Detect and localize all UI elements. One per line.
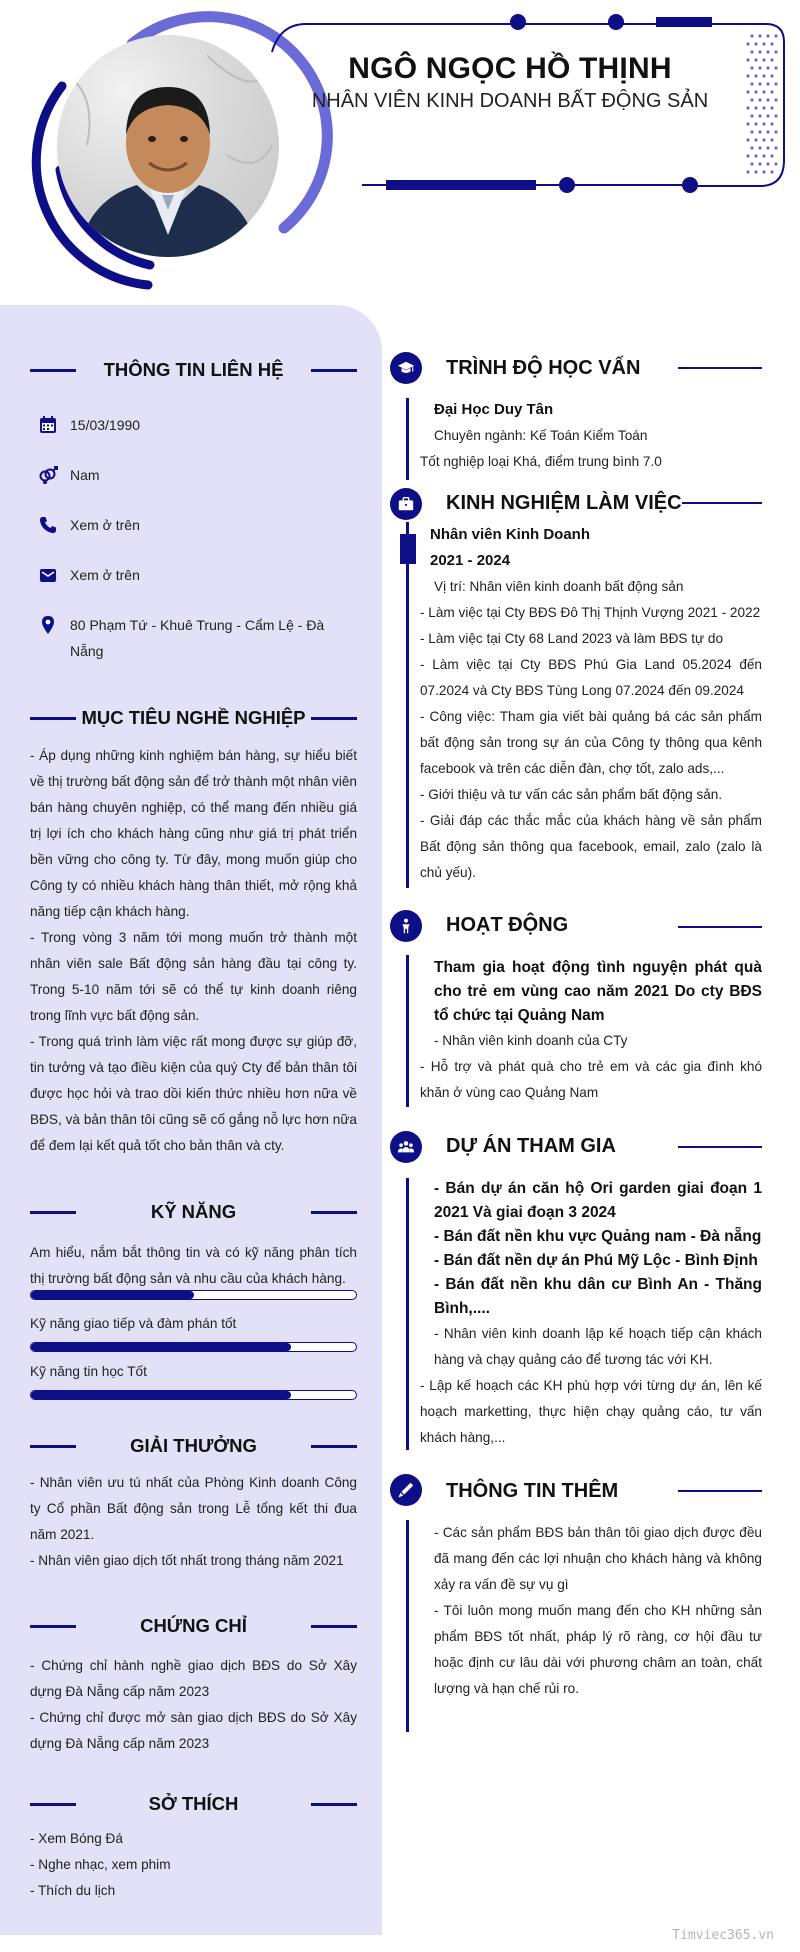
awards-section-title: GIẢI THƯỞNG xyxy=(30,1434,357,1458)
profile-photo xyxy=(57,35,279,257)
education-timeline xyxy=(406,398,409,480)
person-activity-icon xyxy=(390,910,422,942)
education-title-rule xyxy=(678,367,762,369)
projects-details: - Bán dự án căn hộ Ori garden giai đoạn 1 2021 Và giai đoạn 3 2024 - Bán đất nền khu vực Quảng nam - Đà nẵng - Bán đất nền dự án Phú Mỹ Lộc - Bình Định - Bán đất nền khu dân cư Bình An - Thăng Bình,.... - Nhân viên kinh doanh lập kế hoạch tiếp cận khách hàng và chạy quảng cáo để tương tác với KH. - Lập kế hoạch các KH phù hợp với từng dự án, lên kế hoạch marketting, thực hiện chạy quảng cáo, tư vấn khách hàng,... xyxy=(420,1180,762,1445)
certificates-text: - Chứng chỉ hành nghề giao dịch BĐS do Sở Xây dựng Đà Nẵng cấp năm 2023 - Chứng chỉ được mở sàn giao dịch BĐS do Sở Xây dựng Đà Nẵng cấp năm 2023 xyxy=(30,1658,357,1751)
candidate-job-title: NHÂN VIÊN KINH DOANH BẤT ĐỘNG SẢN xyxy=(311,90,709,112)
certificates-section-title: CHỨNG CHỈ xyxy=(30,1614,357,1638)
education-details: Đại Học Duy Tân Chuyên ngành: Kế Toán Kiểm Toán Tốt nghiệp loại Khá, điểm trung bình 7.0 xyxy=(420,401,662,469)
contact-address: 80 Phạm Tứ - Khuê Trung - Cẩm Lệ - Đà Nẵng xyxy=(38,615,338,664)
watermark: Timviec365.vn xyxy=(672,1928,774,1943)
skill-label-2: Kỹ năng giao tiếp và đàm phán tốt xyxy=(30,1316,237,1331)
activities-timeline xyxy=(406,955,409,1107)
candidate-name: NGÔ NGỌC HỒ THỊNH xyxy=(348,52,672,85)
projects-timeline xyxy=(406,1178,409,1450)
hobbies-section-title: SỞ THÍCH xyxy=(30,1792,357,1816)
contact-section-title: THÔNG TIN LIÊN HỆ xyxy=(30,358,357,382)
contact-email: Xem ở trên xyxy=(38,565,338,588)
objective-section-title: MỤC TIÊU NGHỀ NGHIỆP xyxy=(30,706,357,730)
skill-bar-2 xyxy=(30,1342,357,1352)
gender-icon xyxy=(38,465,60,487)
briefcase-icon xyxy=(390,488,422,520)
envelope-icon xyxy=(38,565,60,587)
activities-title-rule xyxy=(678,926,762,928)
skills-section-title: KỸ NĂNG xyxy=(30,1200,357,1224)
activities-details: Tham gia hoạt động tình nguyện phát quà cho trẻ em vùng cao năm 2021 Do cty BĐS tổ chức tại Quảng Nam - Nhân viên kinh doanh của CTy - Hỗ trợ và phát quà cho trẻ em và các gia đình khó khăn ở vùng cao Quảng Nam xyxy=(420,959,762,1100)
experience-details: Nhân viên Kinh Doanh 2021 - 2024 Vị trí: Nhân viên kinh doanh bất động sản - Làm việc tại Cty BĐS Đô Thị Thịnh Vượng 2021 - 2022 - Làm việc tại Cty 68 Land 2023 và làm BĐS tự do - Làm việc tại Cty BĐS Phú Gia Land 05.2024 đến 07.2024 và Cty BĐS Tùng Long 07.2024 đến 09.2024 - Công việc: Tham gia viết bài quảng bá các sản phẩm bất động sản trong sự án của Công ty thông qua kênh facebook và trên các diễn đàn, chợ tốt, zalo ads,... - Giới thiệu và tư vấn các sản phẩm bất động sản. - Giải đáp các thắc mắc của khách hàng về sản phẩm Bất động sản thông qua facebook, email, zalo (zalo là chủ yếu). xyxy=(420,526,762,880)
extra-info-title-rule xyxy=(678,1490,762,1492)
education-section-title: TRÌNH ĐỘ HỌC VẤN xyxy=(446,357,641,379)
experience-timeline xyxy=(406,522,409,888)
experience-title-rule xyxy=(682,502,762,504)
skill-label-1: Am hiểu, nắm bắt thông tin và có kỹ năng phân tích thị trường bất động sản và nhu cầu của khách hàng. xyxy=(30,1245,357,1286)
skill-bar-1 xyxy=(30,1290,357,1300)
activities-section-title: HOẠT ĐỘNG xyxy=(446,914,569,936)
skill-bar-3 xyxy=(30,1390,357,1400)
experience-section-title: KINH NGHIỆM LÀM VIỆC xyxy=(446,492,682,514)
graduation-cap-icon xyxy=(390,352,422,384)
calendar-icon xyxy=(38,415,60,437)
experience-timeline-marker xyxy=(400,534,416,564)
skill-bar-3-fill xyxy=(31,1391,291,1399)
skill-bar-2-fill xyxy=(31,1343,291,1351)
phone-icon xyxy=(38,515,60,537)
extra-info-timeline xyxy=(406,1520,409,1732)
skill-label-3: Kỹ năng tin học Tốt xyxy=(30,1364,147,1379)
contact-gender: Nam xyxy=(38,465,338,488)
skill-bar-1-fill xyxy=(31,1291,194,1299)
location-pin-icon xyxy=(38,615,60,637)
team-icon xyxy=(390,1131,422,1163)
pen-icon xyxy=(390,1474,422,1506)
extra-info-section-title: THÔNG TIN THÊM xyxy=(446,1480,619,1502)
objective-text: - Áp dụng những kinh nghiệm bán hàng, sự hiểu biết về thị trường bất động sản để trở thành một nhân viên bán hàng chuyên nghiệp, có thể mang đến nhiều giá trị lợi ích cho khách hàng cũng như giá trị phát triển bền vững cho công ty. Từ đây, mong muốn giúp cho Công ty có nhiều khách hàng thân thiết, mở rộng khả năng tiếp cận khách hàng. - Trong vòng 3 năm tới mong muốn trở thành một nhân viên sale Bất động sản hàng đầu tại công ty. Trong 5-10 năm tới sẽ có thể tự kinh doanh riêng trong lĩnh vực bất động sản. - Trong quá trình làm việc rất mong được sự giúp đỡ, tin tưởng và tạo điều kiện của quý Cty để bản thân tôi được học hỏi và trao dồi kiến thức nhiều hơn nữa về BĐS, và bản thân tôi cũng sẽ cố gắng nỗ lực hơn nữa để đem lại kết quả tốt cho bản thân và cty. xyxy=(30,748,357,1153)
person-avatar-icon xyxy=(57,35,279,257)
hobbies-text: - Xem Bóng Đá - Nghe nhạc, xem phim - Thích du lịch xyxy=(30,1831,171,1898)
contact-birthdate: 15/03/1990 xyxy=(38,415,338,438)
cv-header xyxy=(0,0,800,305)
contact-phone: Xem ở trên xyxy=(38,515,338,538)
awards-text: - Nhân viên ưu tú nhất của Phòng Kinh doanh Công ty Cổ phần Bất động sản trong Lễ tổng kết thi đua năm 2021. - Nhân viên giao dịch tốt nhất trong tháng năm 2021 xyxy=(30,1475,357,1568)
extra-info-details: - Các sản phẩm BĐS bản thân tôi giao dịch được đều đã mang đến các lợi nhuận cho khách hàng và không xảy ra vấn đề sự vụ gì - Tôi luôn mong muốn mang đến cho KH những sản phẩm BĐS tốt nhất, pháp lý rõ ràng, cơ hội đầu tư hoặc định cư lâu dài với phương châm an toàn, chất lượng và hạn chế rủi ro. xyxy=(434,1525,762,1696)
projects-title-rule xyxy=(678,1146,762,1148)
projects-section-title: DỰ ÁN THAM GIA xyxy=(446,1135,616,1157)
